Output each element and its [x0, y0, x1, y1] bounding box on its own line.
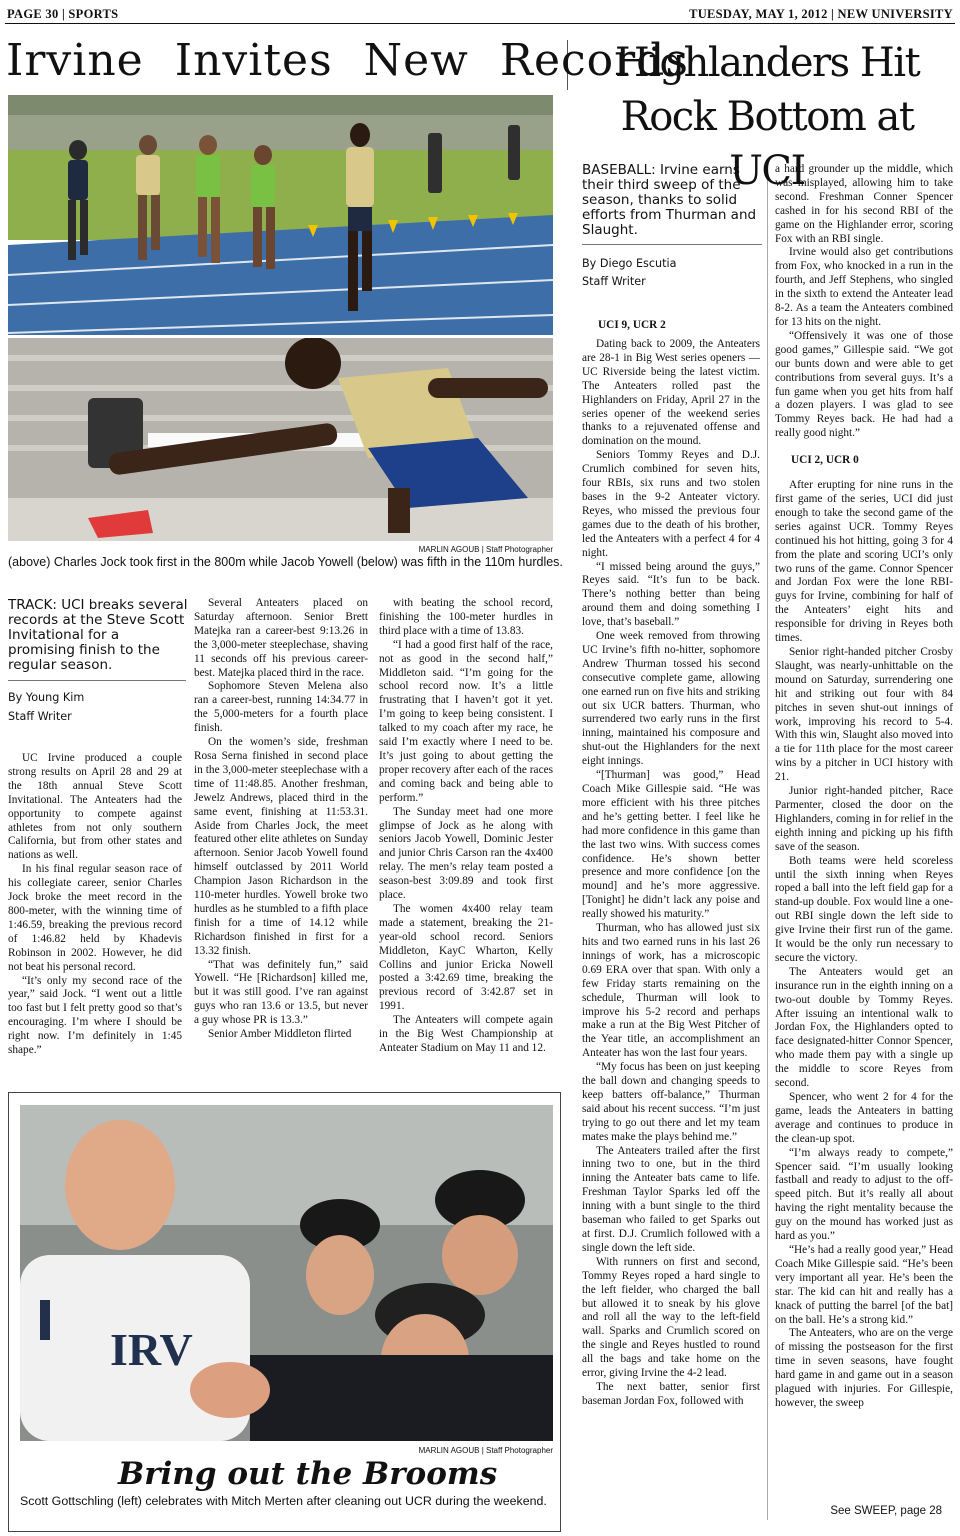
track-headline: Irvine Invites New Records — [6, 35, 689, 86]
paragraph: “I missed being around the guys,” Reyes said. “It’s fun to be back. There’s nothing better than being around them and doing something I love, that’s baseball.” — [582, 560, 760, 629]
paragraph: “My focus has been on just keeping the ball down and changing speeds to keep batters off-balance,” Thurman said about his recent success. “I’m just trying to go out there and let my team mates make the plays behind me.” — [582, 1061, 760, 1143]
paragraph: “He’s had a really good year,” Head Coach Mike Gillespie said. “He’s been very important all year. He’s been the star. The kid can hit and really has a knack of putting the barrel [of the bat] on the ball. He’s a strong kid.” — [775, 1243, 953, 1326]
baseball-byline: By Diego Escutia — [582, 257, 677, 270]
brooms-photo-credit: MARLIN AGOUB | Staff Photographer — [418, 1446, 553, 1455]
paragraph: With runners on first and second, Tommy Reyes roped a hard single to the left fielder, who charged the ball but allowed it to sneak by his glove and roll all the way to the left-field wall. Sparks and Crumlich scored on the single and Reyes hustled to round all the bags and take home on the error, giving Irvine the 4-2 lead. — [582, 1255, 760, 1380]
track-photo-credit: MARLIN AGOUB | Staff Photographer — [418, 545, 553, 554]
paragraph: Spencer, who went 2 for 4 for the game, leads the Anteaters in batting average and continues to produce in the clean-up spot. — [775, 1091, 953, 1145]
header-rule — [5, 23, 955, 24]
paragraph: “Offensively it was one of those good games,” Gillespie said. “We got our bunts down and were able to get contributions from several guys. It’s a fun game when you get hits from half a dozen players. I was glad to see Tommy Reyes back. He had had a really good night.” — [775, 329, 953, 440]
paragraph: The women 4x400 relay team made a statement, breaking the 21-year-old school record. Seniors Middleton, KayC Wharton, Kelly Collins and junior Ericka Nowell posted a 3:42.69 time, breaking the previous record of 3:42.87 set in 1991. — [379, 902, 553, 1013]
paragraph: Thurman, who has allowed just six hits and two earned runs in his last 26 innings of work, has a microscopic 0.69 ERA over that span. With only a few Friday starts remaining on the schedule, Thurman will look to improve his 5-2 record and perhaps make a run at the Big West Pitcher of the Year title, an accomplishment an Anteater has won the last four years. — [582, 922, 760, 1060]
paragraph: “I had a good first half of the race, not as good in the second half,” Middleton said. “I’m going for the school record now. It’s a little frustrating that I haven’t got it yet. I’m going to keep being consistent. I talked to my coach after my race, he said I’m exactly where I need to be. It’s just going to about getting the proper recovery after each of the races and coming back and being able to perform.” — [379, 638, 553, 804]
paragraph: “That was definitely fun,” said Yowell. “He [Richardson] killed me, but it was still good. I’ve ran against guys who ran 13.6 or 13.5, but never a guy whose PR is 13.3.” — [194, 958, 368, 1027]
paragraph: Dating back to 2009, the Anteaters are 28-1 in Big West series openers — UC Riverside being the latest victim. The Anteaters rolled past the Highlanders on Friday, April 27 in the series opener of the weekend series thanks to a rejuvenated offense and domination on the mound. — [582, 338, 760, 448]
column-divider — [767, 168, 768, 1520]
paragraph: Seniors Tommy Reyes and D.J. Crumlich combined for seven hits, four RBIs, six runs and two stolen bases in the 9-2 Anteater victory. Reyes, who missed the previous four games due to the death of his brother, led the Anteaters with a perfect 4 for 4 night. — [582, 449, 760, 559]
baseball-celebration-photo — [20, 1105, 553, 1441]
track-deck: TRACK: UCI breaks several records at the Steve Scott Invitational for a promising finish to the regular season. — [8, 597, 188, 673]
paragraph: The Sunday meet had one more glimpse of Jock as he along with seniors Jacob Yowell, Dominic Jester and junior Chris Carson ran the 4x400 relay. The men’s relay team posted a season-best 3:09.89 and took first place. — [379, 805, 553, 902]
paragraph: The next batter, senior first baseman Jordan Fox, followed with — [582, 1380, 760, 1407]
paragraph: “[Thurman] was good,” Head Coach Mike Gillespie said. “He was more efficient with his three pitches and he’s getting better. I feel like he had more confidence in this game than the last two wins. With success comes confidence. He’s shown better presence and more confidence [on the mound] and he’s more aggressive. [Tonight] he didn’t lack any poise and really showed his maturity.” — [582, 769, 760, 921]
baseball-deck: BASEBALL: Irvine earns their third sweep of the season, thanks to solid efforts from Thurman and Slaught. — [582, 162, 757, 238]
baseball-headline: Highlanders Hit Rock Bottom at UCI — [614, 40, 920, 194]
paragraph: The Anteaters will compete again in the Big West Championship at Anteater Stadium on May 11 and 12. — [379, 1014, 553, 1054]
track-photo-800m — [8, 95, 553, 335]
baseball-column-1 — [582, 312, 760, 1524]
paragraph: Senior right-handed pitcher Crosby Slaught, was nearly-unhittable on the mound on Saturday, surrendering one hit and striking out four with 84 pitches in seven shut-out innings of work, improving his record to 5-4. With this win, Slaught also moved into a tie for 11th place for the most career wins by a pitcher in UCI history with 21. — [775, 646, 953, 784]
track-byline-role: Staff Writer — [8, 710, 72, 723]
paragraph: UC Irvine produced a couple strong results on April 28 and 29 at the 18th annual Steve Scott Invitational. The Anteaters had the opportunity to compete against athletes from not only southern California, but from other states and nations as well. — [8, 752, 182, 862]
paragraph: a hard grounder up the middle, which was misplayed, allowing him to take second. Freshman Conner Spencer cashed in for his second RBI of the game on the Highlander error, scoring Fox with an RBI single. — [775, 163, 953, 245]
baseball-deck-rule — [582, 244, 762, 245]
paragraph: After erupting for nine runs in the first game of the series, UCI did just enough to take the second game of the series against UCR. Tommy Reyes continued his hot hitting, going 3 for 4 from the plate and scoring UCI’s only two runs of the game. Connor Spencer and Jordan Fox were the lone RBI-guys for Irvine, combining for half of the Anteaters’ eight hits and responsible for driving in Reyes both times. — [775, 479, 953, 645]
paragraph: Irvine would also get contributions from Fox, who knocked in a run in the fourth, and Jeff Stephens, who singled in the sixth to extend the Anteater lead 8-2. As a team the Anteaters combined for 13 hits on the night. — [775, 246, 953, 328]
track-column-3 — [379, 597, 553, 1077]
brooms-headline: Bring out the Brooms — [118, 1456, 498, 1492]
subhead-game-1: UCI 9, UCR 2 — [598, 319, 666, 331]
baseball-byline-role: Staff Writer — [582, 275, 646, 288]
track-column-2 — [194, 597, 368, 1077]
page-section-label: PAGE 30 | SPORTS — [7, 7, 119, 21]
paragraph: with beating the school record, finishing the 100-meter hurdles in third place with a time of 13.83. — [379, 597, 553, 637]
continued-jump-link[interactable]: See SWEEP, page 28 — [830, 1505, 942, 1517]
baseball-column-2 — [775, 163, 953, 1498]
track-deck-rule — [8, 680, 186, 681]
paragraph: The Anteaters, who are on the verge of missing the postseason for the first time in seven seasons, have fought hard game in and game out in a season plagued with injuries. For Gillespie, however, the sweep — [775, 1327, 953, 1409]
paragraph: Sophomore Steven Melena also ran a career-best, running 14:34.77 in the 5,000-meters for a fourth place finish. — [194, 680, 368, 735]
paragraph: In his final regular season race of his collegiate career, senior Charles Jock broke the meet record in the 800-meter, with the winning time of 1:46.59, breaking the previous record of 1:46.82 held by Khadevis Robinson in 2002. However, he did not beat his personal record. — [8, 863, 182, 973]
paragraph: Both teams were held scoreless until the sixth inning when Reyes roped a ball into the left field gap for a stand-up double. Fox would line a one-out RBI single down the left side to give Irvine their first run of the game. It would be the only run necessary to secure the victory. — [775, 854, 953, 964]
paragraph: The Anteaters would get an insurance run in the eighth inning on a two-out double by Tommy Reyes. After issuing an intentional walk to Jordan Fox, the Highlanders opted to face designated-hitter Connor Spencer, who made them pay with a single up the middle to score Reyes from second. — [775, 965, 953, 1090]
brooms-caption: Scott Gottschling (left) celebrates with Mitch Merten after cleaning out UCR during the weekend. — [20, 1494, 547, 1508]
paragraph: Several Anteaters placed on Saturday afternoon. Senior Brett Matejka ran a career-best 9:13.26 in the 3,000-meter steeplechase, shaving 11 seconds off his previous career-best. Matejka placed third in the race. — [194, 597, 368, 679]
paragraph: “I’m always ready to compete,” Spencer said. “I’m usually looking fastball and ready to adjust to the off-speed pitch. But it’s really all about having the right mentality because the guy on the mound has worked just as hard as you.” — [775, 1146, 953, 1243]
paragraph: One week removed from throwing UC Irvine’s fifth no-hitter, sophomore Andrew Thurman tossed his second consecutive complete game, allowing one earned run on five hits and striking out six UCR batters. Thurman, who surrendered two early runs in the first inning, maintained his composure and shut-out the Highlanders for the next eight innings. — [582, 630, 760, 768]
track-column-1 — [8, 752, 182, 1077]
paragraph: “It’s only my second race of the year,” said Jock. “I went out a little too fast but I felt pretty good so that’s encouraging. I’m where I should be right now. I’m definitely in 1:45 shape.” — [8, 974, 182, 1057]
track-photo-caption: (above) Charles Jock took first in the 800m while Jacob Yowell (below) was fifth in the 110m hurdles. — [8, 555, 563, 569]
track-byline: By Young Kim — [8, 691, 85, 704]
svg-text:IRV: IRV — [110, 1324, 193, 1375]
track-photo-hurdles — [8, 338, 553, 541]
paragraph: On the women’s side, freshman Rosa Serna finished in second place in the 3,000-meter steeplechase with a time of 11:48.85. Another freshman, Jewelz Andrews, placed third in the same event, finishing at 11:53.31. Aside from Charles Jock, the meet featured other elite athletes on Sunday afternoon. Senior Jacob Yowell found himself outclassed by 2011 World Champion Jason Richardson in the 110-meter hurdles. Yowell broke two hurdles as he stumbled to a fifth place finish for a time of 14.12 while Richardson finished in first for a 13.32 finish. — [194, 736, 368, 957]
subhead-game-2: UCI 2, UCR 0 — [791, 454, 859, 467]
paragraph: Senior Amber Middleton flirted — [208, 1028, 352, 1041]
paragraph: The Anteaters trailed after the first inning two to one, but in the third inning the Anteater bats came to life. Freshman Taylor Sparks led off the inning with a bunt single to the third baseman who failed to get Sparks out at first. D.J. Crumlich followed with a single down the left side. — [582, 1144, 760, 1254]
paragraph: Junior right-handed pitcher, Race Parmenter, closed the door on the Highlanders, coming in for relief in the eighth inning and picking up his fifth save of the season. — [775, 785, 953, 853]
issue-date: TUESDAY, MAY 1, 2012 | NEW UNIVERSITY — [689, 7, 953, 21]
